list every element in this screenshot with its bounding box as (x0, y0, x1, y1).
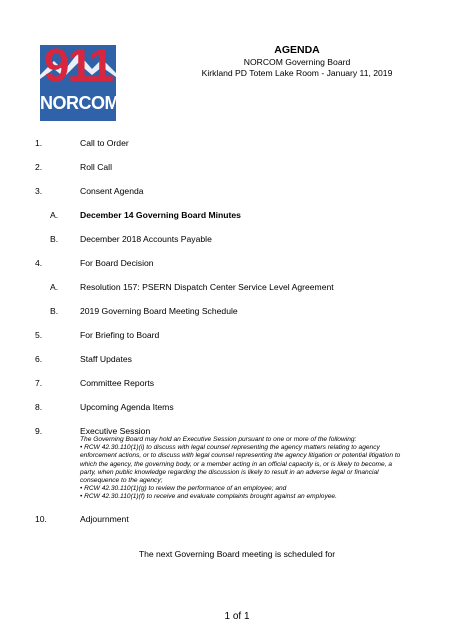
item-text: Resolution 157: PSERN Dispatch Center Service Level Agreement (80, 282, 334, 292)
item-letter: A. (50, 210, 59, 220)
item-number: 9. (35, 426, 43, 436)
item-text: Adjournment (80, 514, 129, 524)
item-number: 2. (35, 162, 43, 172)
logo-wordmark: NORCOM (40, 85, 116, 121)
item-text: For Briefing to Board (80, 330, 160, 340)
item-text: December 2018 Accounts Payable (80, 234, 212, 244)
item-letter: B. (50, 306, 59, 316)
logo-911-panel (40, 45, 116, 85)
item-number: 3. (35, 186, 43, 196)
agenda-title: AGENDA (274, 44, 320, 56)
item-text: Upcoming Agenda Items (80, 402, 174, 412)
item-text: 2019 Governing Board Meeting Schedule (80, 306, 238, 316)
next-meeting-note: The next Governing Board meeting is scheduled for (138, 549, 336, 559)
item-letter: B. (50, 234, 59, 244)
item-text: December 14 Governing Board Minutes (80, 210, 241, 220)
item-number: 7. (35, 378, 43, 388)
item-number: 6. (35, 354, 43, 364)
item-text: Call to Order (80, 138, 129, 148)
note-line: • RCW 42.30.110(1)(g) to review the performance of an employee; and (80, 485, 287, 493)
note-line: • RCW 42.30.110(1)(f) to receive and evaluate complaints brought against an employee. (80, 493, 337, 501)
item-number: 10. (35, 514, 47, 524)
note-line: which the agency, the governing body, or a member acting in an official capacity is, or is likely to become, a (80, 460, 393, 468)
item-text: Executive Session (80, 426, 151, 436)
item-text: Committee Reports (80, 378, 155, 388)
agenda-location-date: Kirkland PD Totem Lake Room - January 11, 2019 (201, 68, 393, 78)
item-number: 5. (35, 330, 43, 340)
note-line: The Governing Board may hold an Executive Session pursuant to one or more of the following: (80, 436, 357, 443)
logo-digits: 911 (43, 45, 113, 85)
item-letter: A. (50, 282, 59, 292)
item-number: 1. (35, 138, 43, 148)
agenda-header (130, 44, 464, 79)
note-line: • RCW 42.30.110(1)(i) to discuss with legal counsel representing the agency matters relating to agency (80, 444, 380, 452)
note-line: enforcement actions, or to discuss with legal counsel representing the agency litigation or potential litigation to (80, 452, 401, 460)
executive-session-note (80, 436, 410, 502)
agenda-subtitle: NORCOM Governing Board (243, 57, 351, 67)
item-text: Consent Agenda (80, 186, 144, 196)
item-number: 8. (35, 402, 43, 412)
item-text: Staff Updates (80, 354, 132, 364)
note-line: consequence to the agency; (80, 477, 163, 485)
page-number: 1 of 1 (224, 611, 250, 622)
note-line: party, when public knowledge regarding the discussion is likely to result in an adverse legal or financial (80, 468, 379, 476)
norcom-911-logo (40, 45, 119, 121)
item-number: 4. (35, 258, 43, 268)
item-text: Roll Call (80, 162, 112, 172)
item-text: For Board Decision (80, 258, 154, 268)
